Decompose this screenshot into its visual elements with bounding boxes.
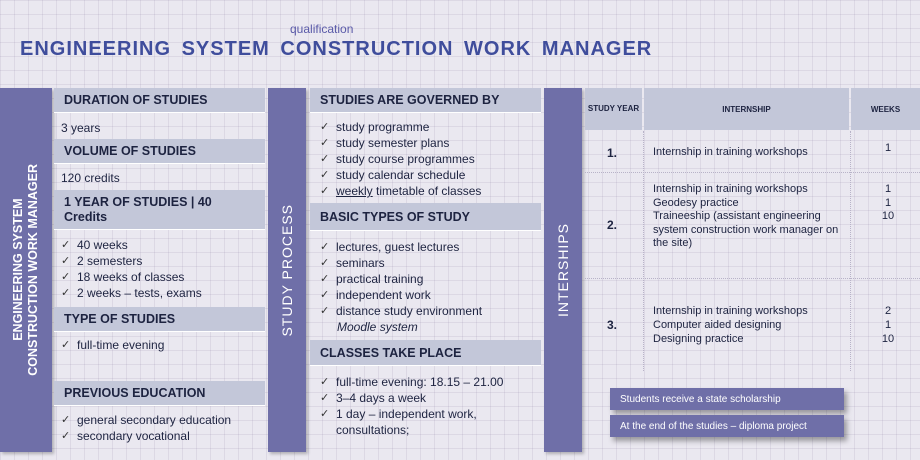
duration-heading: DURATION OF STUDIES — [54, 88, 265, 113]
internships-label: INTERSHIPS — [555, 222, 571, 317]
year-heading: 1 YEAR OF STUDIES | 40 Credits — [54, 190, 265, 230]
list-item: ✓ lectures, guest lectures — [320, 239, 540, 255]
list-item: ✓ 3–4 days a week — [320, 390, 540, 406]
qualification-label: qualification — [290, 22, 354, 36]
row1-internship — [653, 146, 808, 159]
list-item — [320, 183, 540, 199]
internship-item: Geodesy practice — [653, 196, 739, 209]
header-weeks: WEEKS — [851, 88, 920, 130]
classes-heading: CLASSES TAKE PLACE — [310, 340, 541, 366]
internship-item: Internship in training workshops — [653, 305, 808, 317]
list-item: ✓ study course programmes — [320, 151, 540, 167]
column-divider — [643, 131, 644, 371]
weekly-underlined: weekly — [336, 184, 373, 198]
internship-item: Internship in training workshops — [653, 146, 808, 158]
header-study-year: STUDY YEAR — [585, 88, 642, 130]
page-title: ENGINEERING SYSTEM CONSTRUCTION WORK MANAGER — [20, 38, 653, 60]
row2-internship — [653, 183, 845, 251]
types-heading: BASIC TYPES OF STUDY — [310, 203, 541, 231]
internship-item: Computer aided designing — [653, 319, 782, 331]
row-divider — [585, 278, 920, 279]
list-item: ✓ 2 weeks – tests, exams — [61, 285, 261, 301]
band-line-1: ENGINEERING SYSTEM — [11, 198, 25, 342]
list-item: ✓ full-time evening — [61, 337, 261, 353]
weeks-value: 1 — [884, 183, 892, 195]
internship-item: Internship in training workshops — [653, 183, 808, 195]
weeks-value: 10 — [881, 210, 895, 222]
timetable-text: timetable of classes — [372, 184, 482, 198]
list-item: ✓ full-time evening: 18.15 – 21.00 — [320, 374, 540, 390]
list-item: ✓ 2 semesters — [61, 253, 261, 269]
scholarship-note: Students receive a state scholarship — [610, 388, 844, 410]
weeks-value: 1 — [884, 319, 892, 331]
diploma-note: At the end of the studies – diploma project — [610, 415, 844, 437]
classes-list — [320, 374, 540, 438]
governed-heading: STUDIES ARE GOVERNED BY — [310, 88, 541, 113]
weeks-value: 1 — [884, 196, 892, 209]
list-item: ✓ distance study environment — [320, 303, 540, 319]
types-list — [320, 239, 540, 319]
year-list — [61, 237, 261, 301]
previous-list — [61, 412, 261, 444]
study-process-label: STUDY PROCESS — [279, 203, 295, 337]
list-item: ✓ secondary vocational — [61, 428, 261, 444]
header-internship: INTERNSHIP — [644, 88, 849, 130]
type-list — [61, 337, 261, 353]
type-heading: TYPE OF STUDIES — [54, 307, 265, 332]
row2-weeks — [878, 183, 898, 224]
list-item: ✓ study semester plans — [320, 135, 540, 151]
list-item: ✓ 18 weeks of classes — [61, 269, 261, 285]
list-item: ✓ study calendar schedule — [320, 167, 540, 183]
row3-internship — [653, 304, 845, 346]
volume-value: 120 credits — [61, 171, 120, 185]
weeks-value: 10 — [881, 333, 895, 345]
internship-item: Traineeship (assistant engineering system construction work manager on the site) — [653, 210, 839, 249]
list-item: ✓ practical training — [320, 271, 540, 287]
internships-band — [544, 88, 582, 452]
internship-item: Designing practice — [653, 333, 744, 345]
row1-weeks — [878, 142, 898, 155]
row-divider — [585, 172, 920, 173]
duration-value: 3 years — [61, 121, 101, 135]
previous-heading: PREVIOUS EDUCATION — [54, 381, 265, 406]
column-divider — [850, 131, 851, 371]
list-item: ✓ study programme — [320, 119, 540, 135]
row1-year: 1. — [607, 146, 618, 160]
governed-list — [320, 119, 540, 199]
study-process-band — [268, 88, 306, 452]
row3-weeks — [878, 304, 898, 346]
list-item: ✓ 1 day – independent work, consultations; — [320, 406, 540, 438]
list-item: ✓ seminars — [320, 255, 540, 271]
row3-year: 3. — [607, 318, 618, 332]
volume-heading: VOLUME OF STUDIES — [54, 139, 265, 164]
list-item: ✓ general secondary education — [61, 412, 261, 428]
qualification-band — [0, 88, 52, 452]
moodle-label: Moodle system — [337, 320, 418, 334]
weeks-value: 2 — [884, 305, 892, 317]
list-item: ✓ 40 weeks — [61, 237, 261, 253]
band-line-2: CONSTRUCTION WORK MANAGER — [26, 164, 40, 376]
list-item: ✓ independent work — [320, 287, 540, 303]
row2-year: 2. — [607, 218, 618, 232]
weeks-value: 1 — [884, 142, 892, 154]
